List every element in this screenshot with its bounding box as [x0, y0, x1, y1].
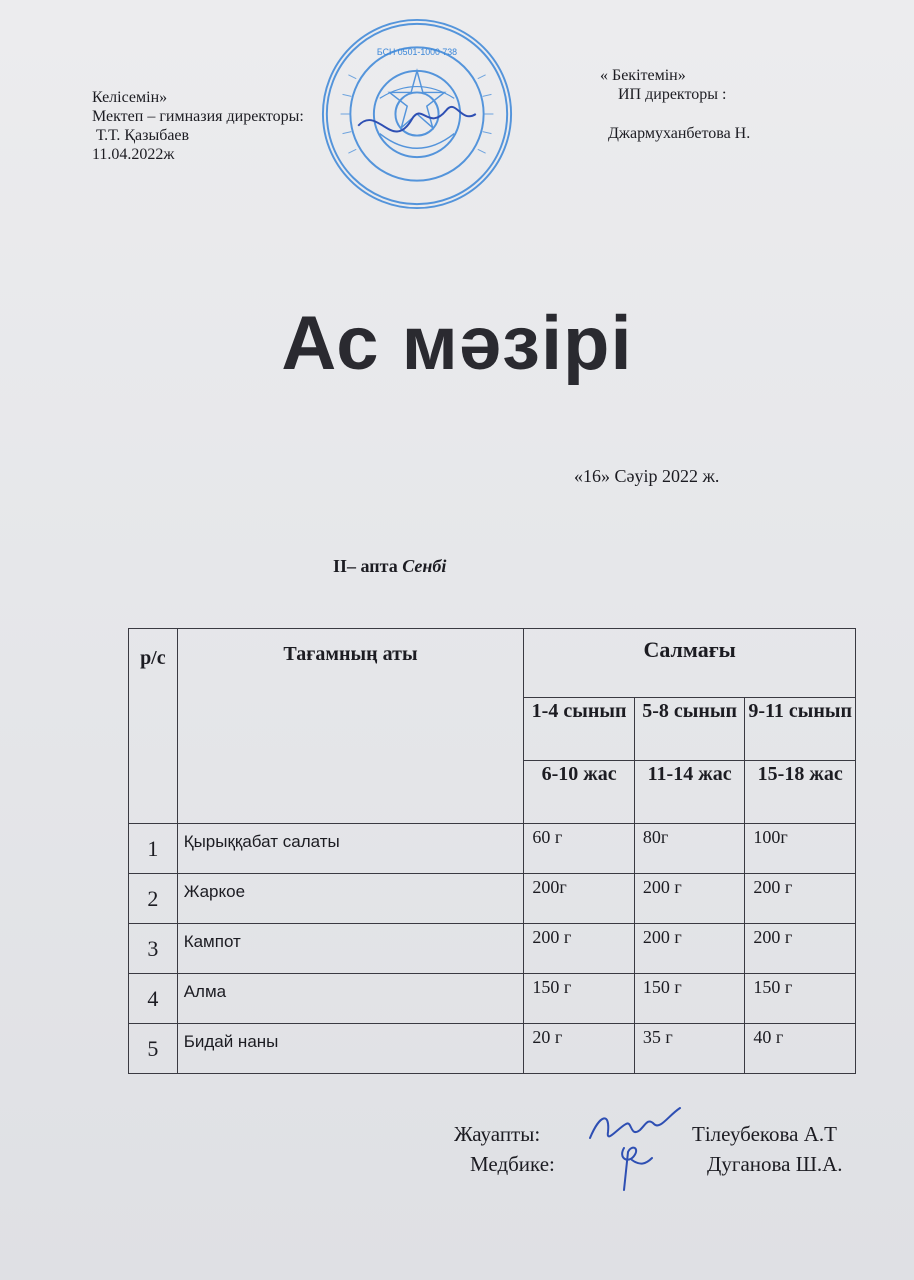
table-row	[129, 824, 856, 874]
weight-cell: 200 г	[634, 874, 745, 924]
approval-left-line4: 11.04.2022ж	[92, 146, 175, 163]
responsible-name: Тілеубекова А.Т	[692, 1122, 837, 1146]
weight-cell: 20 г	[524, 1024, 635, 1074]
weight-cell: 35 г	[634, 1024, 745, 1074]
row-number: 1	[129, 824, 178, 874]
age-header: 6-10 жас	[524, 761, 635, 824]
table-row	[129, 874, 856, 924]
weight-cell: 200 г	[745, 924, 856, 974]
class-header: 1-4 сынып	[524, 698, 635, 761]
age-header: 15-18 жас	[745, 761, 856, 824]
approval-left-line3: Т.Т. Қазыбаев	[96, 127, 190, 144]
official-stamp-icon	[318, 16, 516, 212]
table-row	[129, 1024, 856, 1074]
col-header-dish-name: Тағамның аты	[177, 629, 524, 824]
responsible-label: Жауапты:	[454, 1122, 541, 1146]
nurse-name: Дуганова Ш.А.	[707, 1152, 843, 1176]
dish-name: Жаркое	[177, 874, 524, 924]
row-number: 2	[129, 874, 178, 924]
weight-cell: 150 г	[745, 974, 856, 1024]
weight-cell: 80г	[634, 824, 745, 874]
week-label: II– апта	[333, 556, 398, 576]
row-number: 3	[129, 924, 178, 974]
dish-name: Бидай наны	[177, 1024, 524, 1074]
col-header-weight: Салмағы	[524, 629, 856, 698]
weight-cell: 60 г	[524, 824, 635, 874]
table-row	[129, 924, 856, 974]
weight-cell: 40 г	[745, 1024, 856, 1074]
menu-table	[128, 628, 856, 1074]
week-day-heading	[333, 556, 446, 577]
weight-cell: 150 г	[524, 974, 635, 1024]
dish-name: Қырыққабат салаты	[177, 824, 524, 874]
svg-text:БСН 0501-1000 738: БСН 0501-1000 738	[376, 47, 458, 58]
approval-right-line3: Джармуханбетова Н.	[608, 125, 751, 142]
table-row	[129, 974, 856, 1024]
age-header: 11-14 жас	[634, 761, 745, 824]
weight-cell: 100г	[745, 824, 856, 874]
row-number: 4	[129, 974, 178, 1024]
handwritten-signature-icon	[584, 1094, 684, 1202]
col-header-number: р/с	[129, 629, 178, 824]
weight-cell: 200 г	[634, 924, 745, 974]
weight-cell: 200г	[524, 874, 635, 924]
dish-name: Алма	[177, 974, 524, 1024]
table-header-row	[129, 629, 856, 698]
approval-left-block	[92, 88, 304, 164]
approval-right-line2: ИП директоры :	[618, 86, 727, 103]
dish-name: Кампот	[177, 924, 524, 974]
nurse-label: Медбике:	[470, 1152, 555, 1176]
weight-cell: 200 г	[524, 924, 635, 974]
approval-left-line1: Келісемін»	[92, 89, 168, 106]
class-header: 5-8 сынып	[634, 698, 745, 761]
menu-date: «16» Сәуір 2022 ж.	[574, 466, 720, 486]
class-header: 9-11 сынып	[745, 698, 856, 761]
weight-cell: 150 г	[634, 974, 745, 1024]
weekday-label: Сенбі	[402, 556, 447, 576]
approval-right-block	[600, 66, 750, 143]
approval-left-line2: Мектеп – гимназия директоры:	[92, 108, 304, 125]
row-number: 5	[129, 1024, 178, 1074]
weight-cell: 200 г	[745, 874, 856, 924]
approval-right-line1: « Бекітемін»	[600, 67, 686, 84]
document-title: Ас мәзірі	[281, 301, 633, 386]
